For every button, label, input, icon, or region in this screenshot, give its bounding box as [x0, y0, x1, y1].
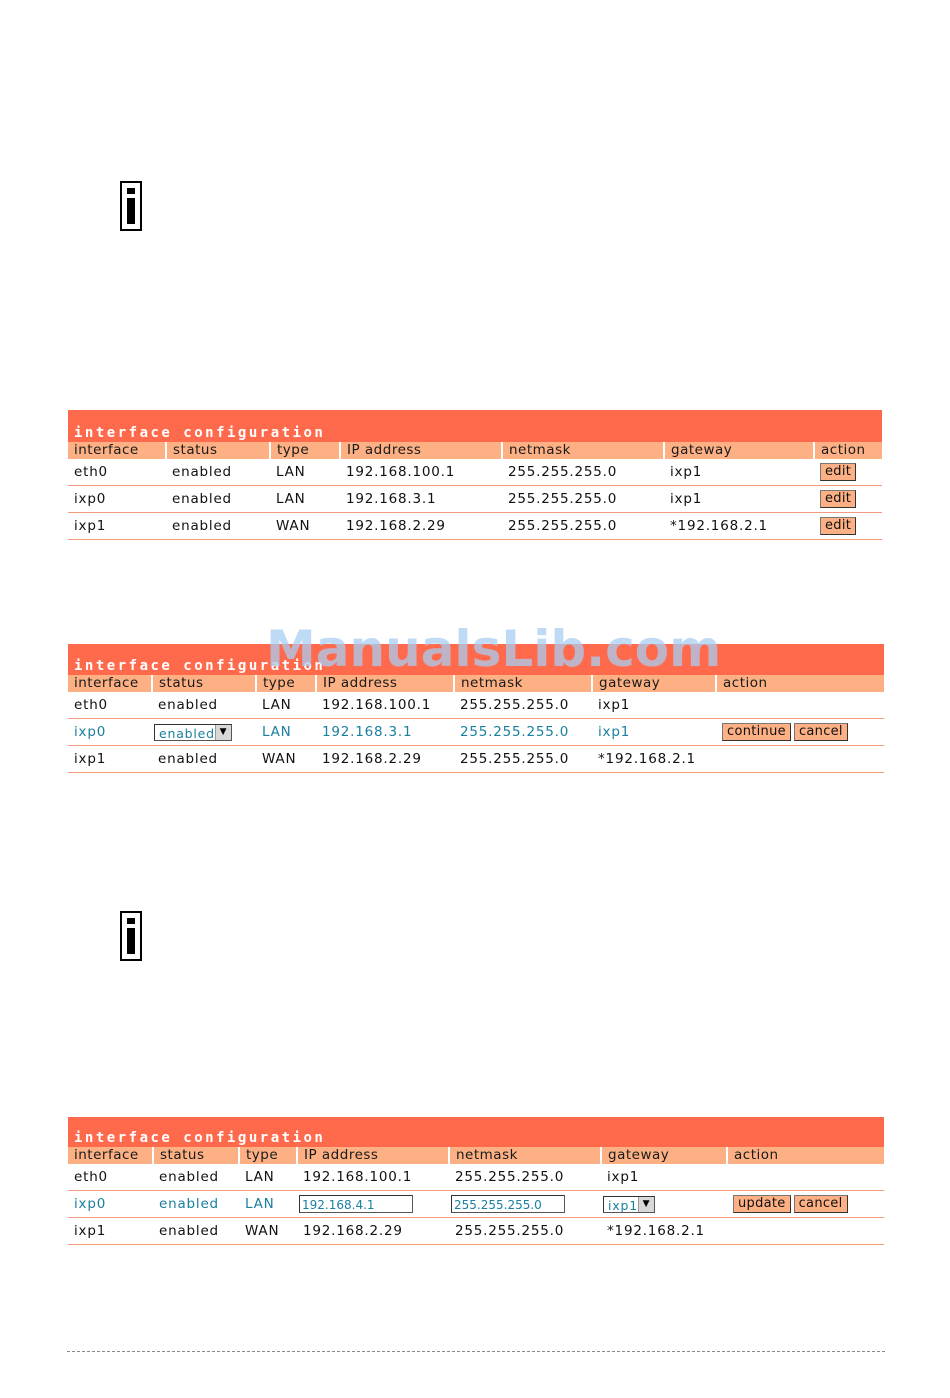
cell-action [716, 746, 884, 773]
cell-gateway [601, 1191, 727, 1218]
col-status: status [152, 675, 256, 692]
info-icon [120, 911, 142, 961]
chevron-down-icon[interactable]: ▼ [215, 725, 231, 740]
cell-action [814, 513, 882, 540]
col-ip-address: IP address [297, 1147, 449, 1164]
table-row-editing [68, 719, 884, 746]
interface-table [68, 1147, 884, 1245]
interface-table [68, 675, 884, 773]
cell-gateway: *192.168.2.1 [607, 1223, 705, 1239]
cell-ip: 192.168.100.1 [346, 464, 456, 480]
update-button[interactable]: update [733, 1195, 791, 1213]
footer-divider [67, 1351, 885, 1352]
watermark: ManualsLib.com [266, 620, 722, 678]
cell-status: enabled [159, 1223, 219, 1239]
cell-action [814, 486, 882, 513]
cell-type: LAN [276, 491, 306, 507]
table-row-editing [68, 1191, 884, 1218]
table-header-row [68, 1147, 884, 1164]
col-type: type [256, 675, 316, 692]
col-netmask: netmask [502, 442, 664, 459]
cell-ip: 192.168.100.1 [322, 697, 432, 713]
chevron-down-icon[interactable]: ▼ [638, 1197, 654, 1212]
cell-status: enabled [172, 518, 232, 534]
col-type: type [270, 442, 340, 459]
cell-gateway: *192.168.2.1 [670, 518, 768, 534]
interface-table [68, 442, 882, 540]
col-netmask: netmask [449, 1147, 601, 1164]
cell-status: enabled [158, 751, 218, 767]
cell-action [727, 1164, 884, 1191]
cell-ip [297, 1191, 449, 1218]
cell-type: WAN [262, 751, 297, 767]
col-interface: interface [68, 1147, 153, 1164]
panel-title-text: interface configuration [74, 425, 326, 441]
col-interface: interface [68, 675, 152, 692]
cell-action [716, 692, 884, 719]
cell-ip: 192.168.3.1 [322, 724, 413, 740]
table-row [68, 1218, 884, 1245]
table-row [68, 746, 884, 773]
cell-interface: ixp0 [74, 1196, 107, 1212]
netmask-input[interactable]: 255.255.255.0 [451, 1195, 565, 1213]
col-status: status [153, 1147, 239, 1164]
cell-gateway: ixp1 [598, 724, 631, 740]
cell-type: LAN [262, 724, 292, 740]
panel-title [68, 410, 882, 442]
col-netmask: netmask [454, 675, 592, 692]
panel-title-text: interface configuration [74, 1130, 326, 1146]
ip-address-input[interactable]: 192.168.4.1 [299, 1195, 413, 1213]
cell-gateway: ixp1 [670, 464, 703, 480]
edit-button[interactable]: edit [820, 463, 856, 481]
edit-button[interactable]: edit [820, 490, 856, 508]
info-icon [120, 181, 142, 231]
cell-netmask: 255.255.255.0 [455, 1223, 565, 1239]
cell-gateway: *192.168.2.1 [598, 751, 696, 767]
table-row [68, 692, 884, 719]
col-ip-address: IP address [316, 675, 454, 692]
cell-netmask [449, 1191, 601, 1218]
table-row [68, 486, 882, 513]
table-row [68, 1164, 884, 1191]
cell-ip: 192.168.3.1 [346, 491, 437, 507]
col-action: action [727, 1147, 884, 1164]
cell-status: enabled [159, 1169, 219, 1185]
cell-netmask: 255.255.255.0 [460, 724, 570, 740]
col-type: type [239, 1147, 297, 1164]
interface-config-panel [68, 410, 882, 540]
status-select-value: enabled [159, 725, 215, 741]
cell-action [727, 1191, 884, 1218]
cell-netmask: 255.255.255.0 [508, 464, 618, 480]
table-row [68, 513, 882, 540]
continue-button[interactable]: continue [722, 723, 791, 741]
col-status: status [166, 442, 270, 459]
cell-type: WAN [276, 518, 311, 534]
cell-type: LAN [262, 697, 292, 713]
col-gateway: gateway [592, 675, 716, 692]
col-action: action [814, 442, 882, 459]
cell-interface: eth0 [74, 1169, 108, 1185]
cell-interface: ixp1 [74, 518, 107, 534]
cell-netmask: 255.255.255.0 [508, 518, 618, 534]
cell-action [716, 719, 884, 746]
status-select[interactable] [154, 724, 232, 741]
cell-interface: ixp0 [74, 491, 107, 507]
panel-title [68, 1117, 884, 1147]
col-ip-address: IP address [340, 442, 502, 459]
cell-netmask: 255.255.255.0 [508, 491, 618, 507]
cancel-button[interactable]: cancel [794, 723, 848, 741]
cell-type: LAN [276, 464, 306, 480]
cell-status: enabled [158, 697, 218, 713]
cell-interface: ixp1 [74, 1223, 107, 1239]
cell-gateway: ixp1 [607, 1169, 640, 1185]
cell-interface: eth0 [74, 464, 108, 480]
cell-type: LAN [245, 1196, 275, 1212]
cell-interface: ixp0 [74, 724, 107, 740]
cell-action [814, 459, 882, 486]
cell-ip: 192.168.2.29 [322, 751, 422, 767]
gateway-select[interactable] [603, 1196, 655, 1213]
cell-type: LAN [245, 1169, 275, 1185]
cell-netmask: 255.255.255.0 [460, 751, 570, 767]
cell-gateway: ixp1 [670, 491, 703, 507]
cell-status: enabled [172, 464, 232, 480]
cell-ip: 192.168.100.1 [303, 1169, 413, 1185]
table-row [68, 459, 882, 486]
cell-status: enabled [172, 491, 232, 507]
cell-status [152, 719, 256, 746]
interface-config-panel [68, 1117, 884, 1245]
cancel-button[interactable]: cancel [794, 1195, 848, 1213]
cell-ip: 192.168.2.29 [346, 518, 446, 534]
cell-netmask: 255.255.255.0 [455, 1169, 565, 1185]
cell-ip: 192.168.2.29 [303, 1223, 403, 1239]
gateway-select-value: ixp1 [608, 1197, 638, 1213]
edit-button[interactable]: edit [820, 517, 856, 535]
table-header-row [68, 442, 882, 459]
cell-status: enabled [159, 1196, 219, 1212]
panel-title-text: interface configuration [74, 658, 326, 674]
cell-interface: ixp1 [74, 751, 107, 767]
cell-action [727, 1218, 884, 1245]
col-interface: interface [68, 442, 166, 459]
cell-type: WAN [245, 1223, 280, 1239]
cell-netmask: 255.255.255.0 [460, 697, 570, 713]
col-gateway: gateway [664, 442, 814, 459]
col-gateway: gateway [601, 1147, 727, 1164]
col-action: action [716, 675, 884, 692]
cell-gateway: ixp1 [598, 697, 631, 713]
cell-interface: eth0 [74, 697, 108, 713]
